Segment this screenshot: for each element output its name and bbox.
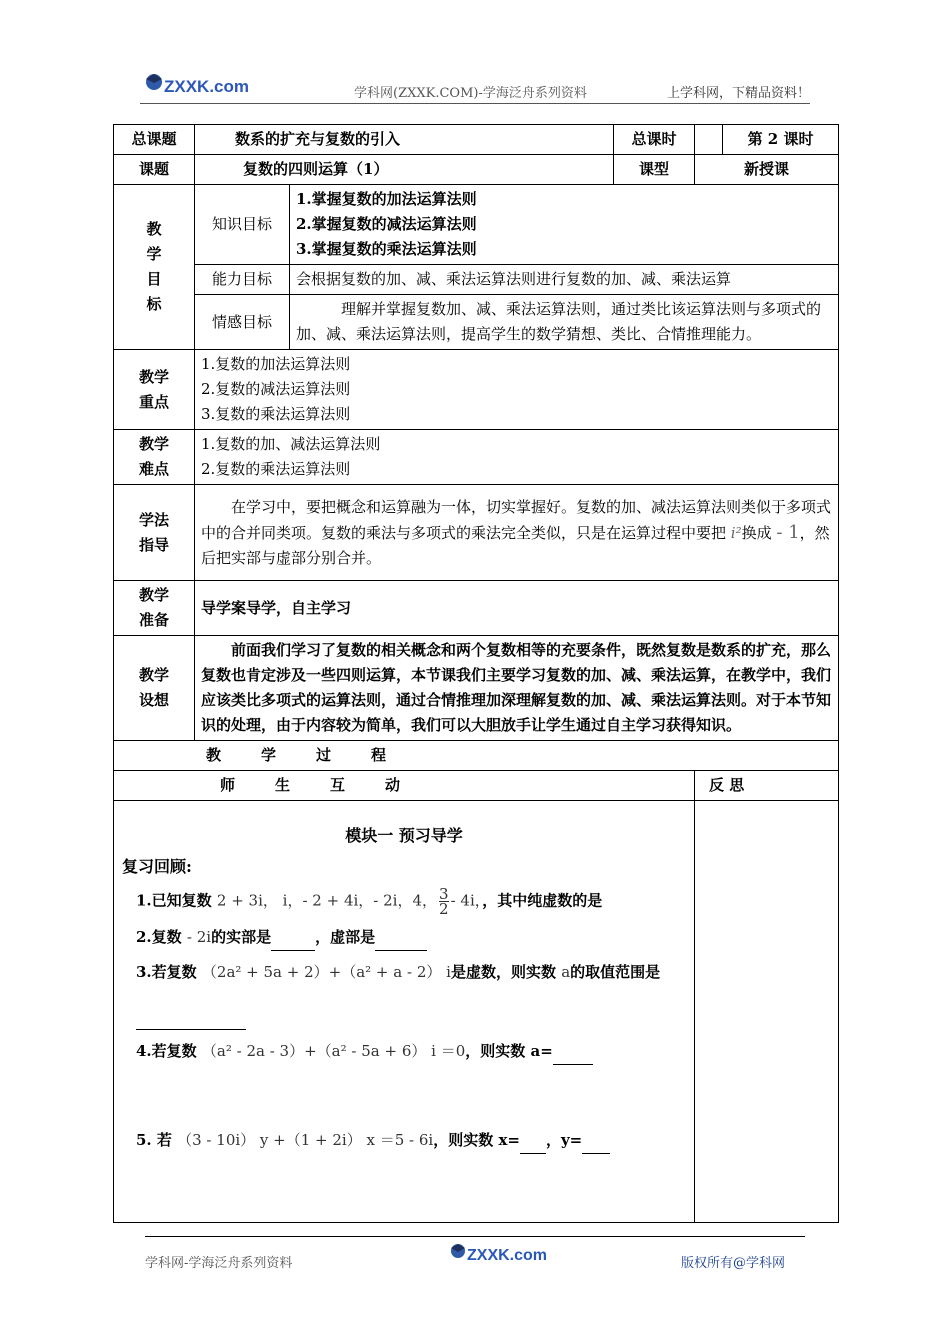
process-header: 教学过程 bbox=[114, 741, 839, 771]
question-3: 3.若复数 （2a² + 5a + 2）+（a² + a - 2） i是虚数，则实数 a的取值范围是 bbox=[136, 959, 686, 1030]
list-item: 1.掌握复数的加法运算法则 bbox=[296, 190, 477, 208]
design-value: 前面我们学习了复数的相关概念和两个复数相等的充要条件，既然复数是数系的扩充，那么复数也肯定涉及一些四则运算，本节课我们主要学习复数的加、减、乘法运算，在教学中，我们应该类比多项式的运算法则，通过合情推理加深理解复数的加、减、乘法运算法则。对于本节知识的处理，由于内容较为简单，我们可以大胆放手让学生通过自主学习获得知识。 bbox=[195, 636, 839, 741]
design-label: 教学 设想 bbox=[114, 636, 195, 741]
topic-label: 课题 bbox=[114, 155, 195, 185]
reflection-header: 反 思 bbox=[695, 771, 839, 801]
list-item: 3.掌握复数的乘法运算法则 bbox=[296, 240, 477, 258]
header-right-text: 上学科网，下精品资料！ bbox=[666, 86, 810, 101]
type-value: 新授课 bbox=[695, 155, 839, 185]
total-hours-label: 总课时 bbox=[614, 125, 695, 155]
emotion-goal-value: 理解并掌握复数加、减、乘法运算法则，通过类比该运算法则与多项式的加、减、乘法运算法则，提高学生的数学猜想、类比、合情推理能力。 bbox=[290, 295, 839, 350]
method-text: 在学习中，要把概念和运算融为一体，切实掌握好。复数的加、减法运算法则类似于多项式中的合并同类项。复数的乘法与多项式的乘法完全类似，只是在运算过程中要把 i²换成 - 1，然后把实部与虚部分别合并。 bbox=[195, 485, 839, 581]
method-label: 学法 指导 bbox=[114, 485, 195, 581]
list-item: 2.掌握复数的减法运算法则 bbox=[296, 215, 477, 233]
lesson-number: 第 2 课时 bbox=[723, 125, 839, 155]
reflection-cell bbox=[695, 801, 839, 1223]
preparation-value: 导学案导学，自主学习 bbox=[195, 581, 839, 636]
header-divider bbox=[140, 103, 810, 104]
total-topic-label: 总课题 bbox=[114, 125, 195, 155]
key-points-items bbox=[195, 350, 839, 430]
list-item: 2.复数的乘法运算法则 bbox=[201, 460, 351, 478]
key-points-label: 教学 重点 bbox=[114, 350, 195, 430]
ability-goal-value: 会根据复数的加、减、乘法运算法则进行复数的加、减、乘法运算 bbox=[290, 265, 839, 295]
list-item: 1.复数的加、减法运算法则 bbox=[201, 435, 381, 453]
list-item: 3.复数的乘法运算法则 bbox=[201, 405, 351, 423]
list-item: 1.复数的加法运算法则 bbox=[201, 355, 351, 373]
question-2: 2.复数 - 2i的实部是 ，虚部是 bbox=[136, 924, 686, 951]
zxxk-logo bbox=[140, 70, 250, 100]
total-topic-value: 数系的扩充与复数的引入 bbox=[195, 125, 614, 155]
page-header bbox=[140, 70, 810, 104]
goals-label: 教 学 目 标 bbox=[114, 185, 195, 350]
knowledge-goal-items bbox=[290, 185, 839, 265]
list-item: 2.复数的减法运算法则 bbox=[201, 380, 351, 398]
interaction-header: 师生互动 bbox=[114, 771, 695, 801]
emotion-goal-label: 情感目标 bbox=[195, 295, 290, 350]
difficulties-items bbox=[195, 430, 839, 485]
svg-text:ZXXK.com: ZXXK.com bbox=[467, 1247, 548, 1264]
footer-right-text: 版权所有@学科网 bbox=[680, 1256, 785, 1271]
difficulties-label: 教学 难点 bbox=[114, 430, 195, 485]
module-title: 模块一 预习导学 bbox=[345, 826, 463, 845]
lesson-plan-table bbox=[113, 124, 839, 1223]
question-1: 1.已知复数 2 + 3i， i，- 2 + 4i，- 2i，4， $\frac{3}{2}$ - 4i，，其中纯虚数的是 bbox=[136, 885, 603, 918]
teaching-body bbox=[114, 801, 695, 1223]
question-5: 5. 若 （3 - 10i） y +（1 + 2i） x ＝5 - 6i，则实数 x= ，y= bbox=[136, 1127, 686, 1154]
ability-goal-label: 能力目标 bbox=[195, 265, 290, 295]
zxxk-logo-footer bbox=[445, 1240, 549, 1268]
question-4: 4.若复数 （a² - 2a - 3）+（a² - 5a + 6） i ＝0，则实数 a= bbox=[136, 1038, 686, 1065]
footer-divider bbox=[145, 1236, 805, 1237]
header-center-text: 学科网(ZXXK.COM)-学海泛舟系列资料 bbox=[354, 86, 587, 101]
total-hours-value bbox=[695, 125, 723, 155]
preparation-label: 教学 准备 bbox=[114, 581, 195, 636]
footer-left-text: 学科网-学海泛舟系列资料 bbox=[145, 1256, 293, 1271]
svg-text:ZXXK.com: ZXXK.com bbox=[164, 77, 250, 96]
page-footer bbox=[145, 1240, 805, 1274]
type-label: 课型 bbox=[614, 155, 695, 185]
topic-value: 复数的四则运算（1） bbox=[195, 155, 614, 185]
knowledge-goal-label: 知识目标 bbox=[195, 185, 290, 265]
review-label: 复习回顾: bbox=[122, 857, 192, 876]
